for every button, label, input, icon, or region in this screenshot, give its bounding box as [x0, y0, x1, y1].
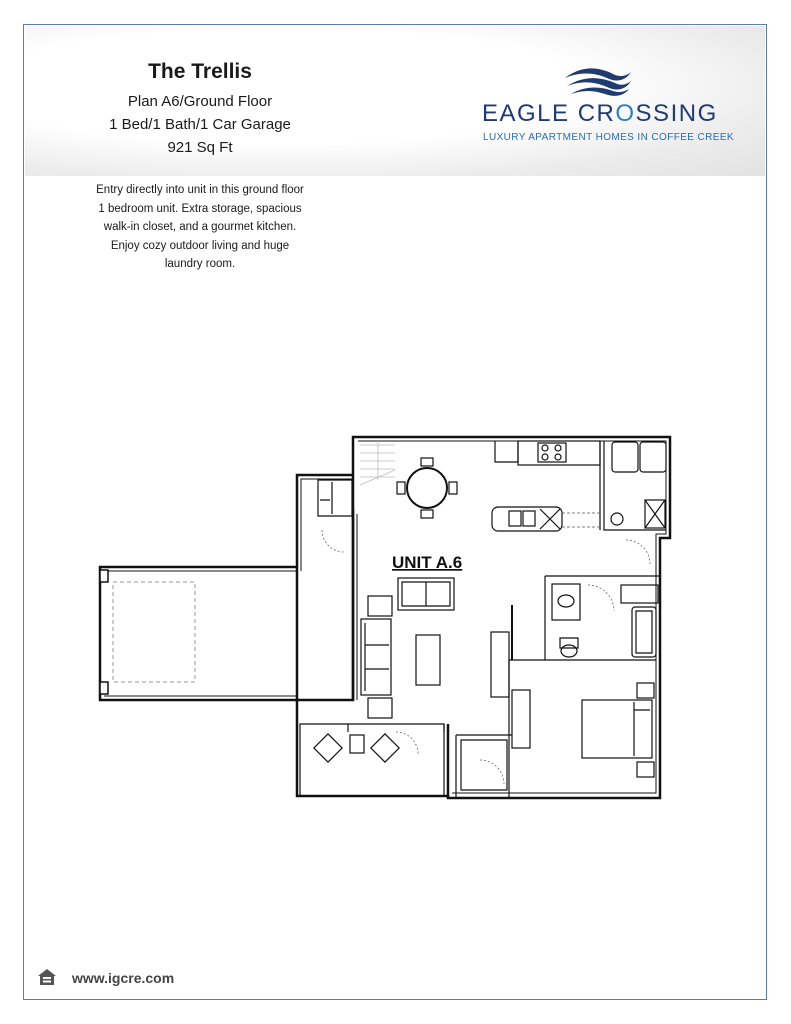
- wave-swoosh-icon: [563, 64, 633, 96]
- description-line: laundry room.: [164, 258, 236, 270]
- description-line: walk-in closet, and a gourmet kitchen.: [103, 221, 297, 233]
- plan-layout: 1 Bed/1 Bath/1 Car Garage: [109, 116, 291, 133]
- website-url: www.igcre.com: [72, 970, 175, 986]
- logo-word-1: EAGLE CR: [482, 100, 616, 127]
- logo-accent-letter: O: [615, 100, 636, 127]
- floor-plan-drawing: [95, 432, 705, 804]
- plan-description: [80, 181, 320, 274]
- plan-name: Plan A6/Ground Floor: [127, 93, 273, 110]
- plan-title-block: [100, 60, 300, 159]
- description-line: Entry directly into unit in this ground floor: [96, 184, 304, 196]
- logo-wordmark: [482, 100, 718, 128]
- unit-label: UNIT A.6: [392, 553, 463, 572]
- logo-word-2: SSING: [635, 100, 718, 127]
- description-line: Enjoy cozy outdoor living and huge: [110, 239, 290, 252]
- plan-area: 921 Sq Ft: [167, 139, 233, 156]
- description-line: 1 bedroom unit. Extra storage, spacious: [98, 202, 302, 215]
- equal-housing-icon: [37, 967, 57, 987]
- logo-tagline: LUXURY APARTMENT HOMES IN COFFEE CREEK: [483, 132, 734, 143]
- plan-title: The Trellis: [148, 60, 252, 83]
